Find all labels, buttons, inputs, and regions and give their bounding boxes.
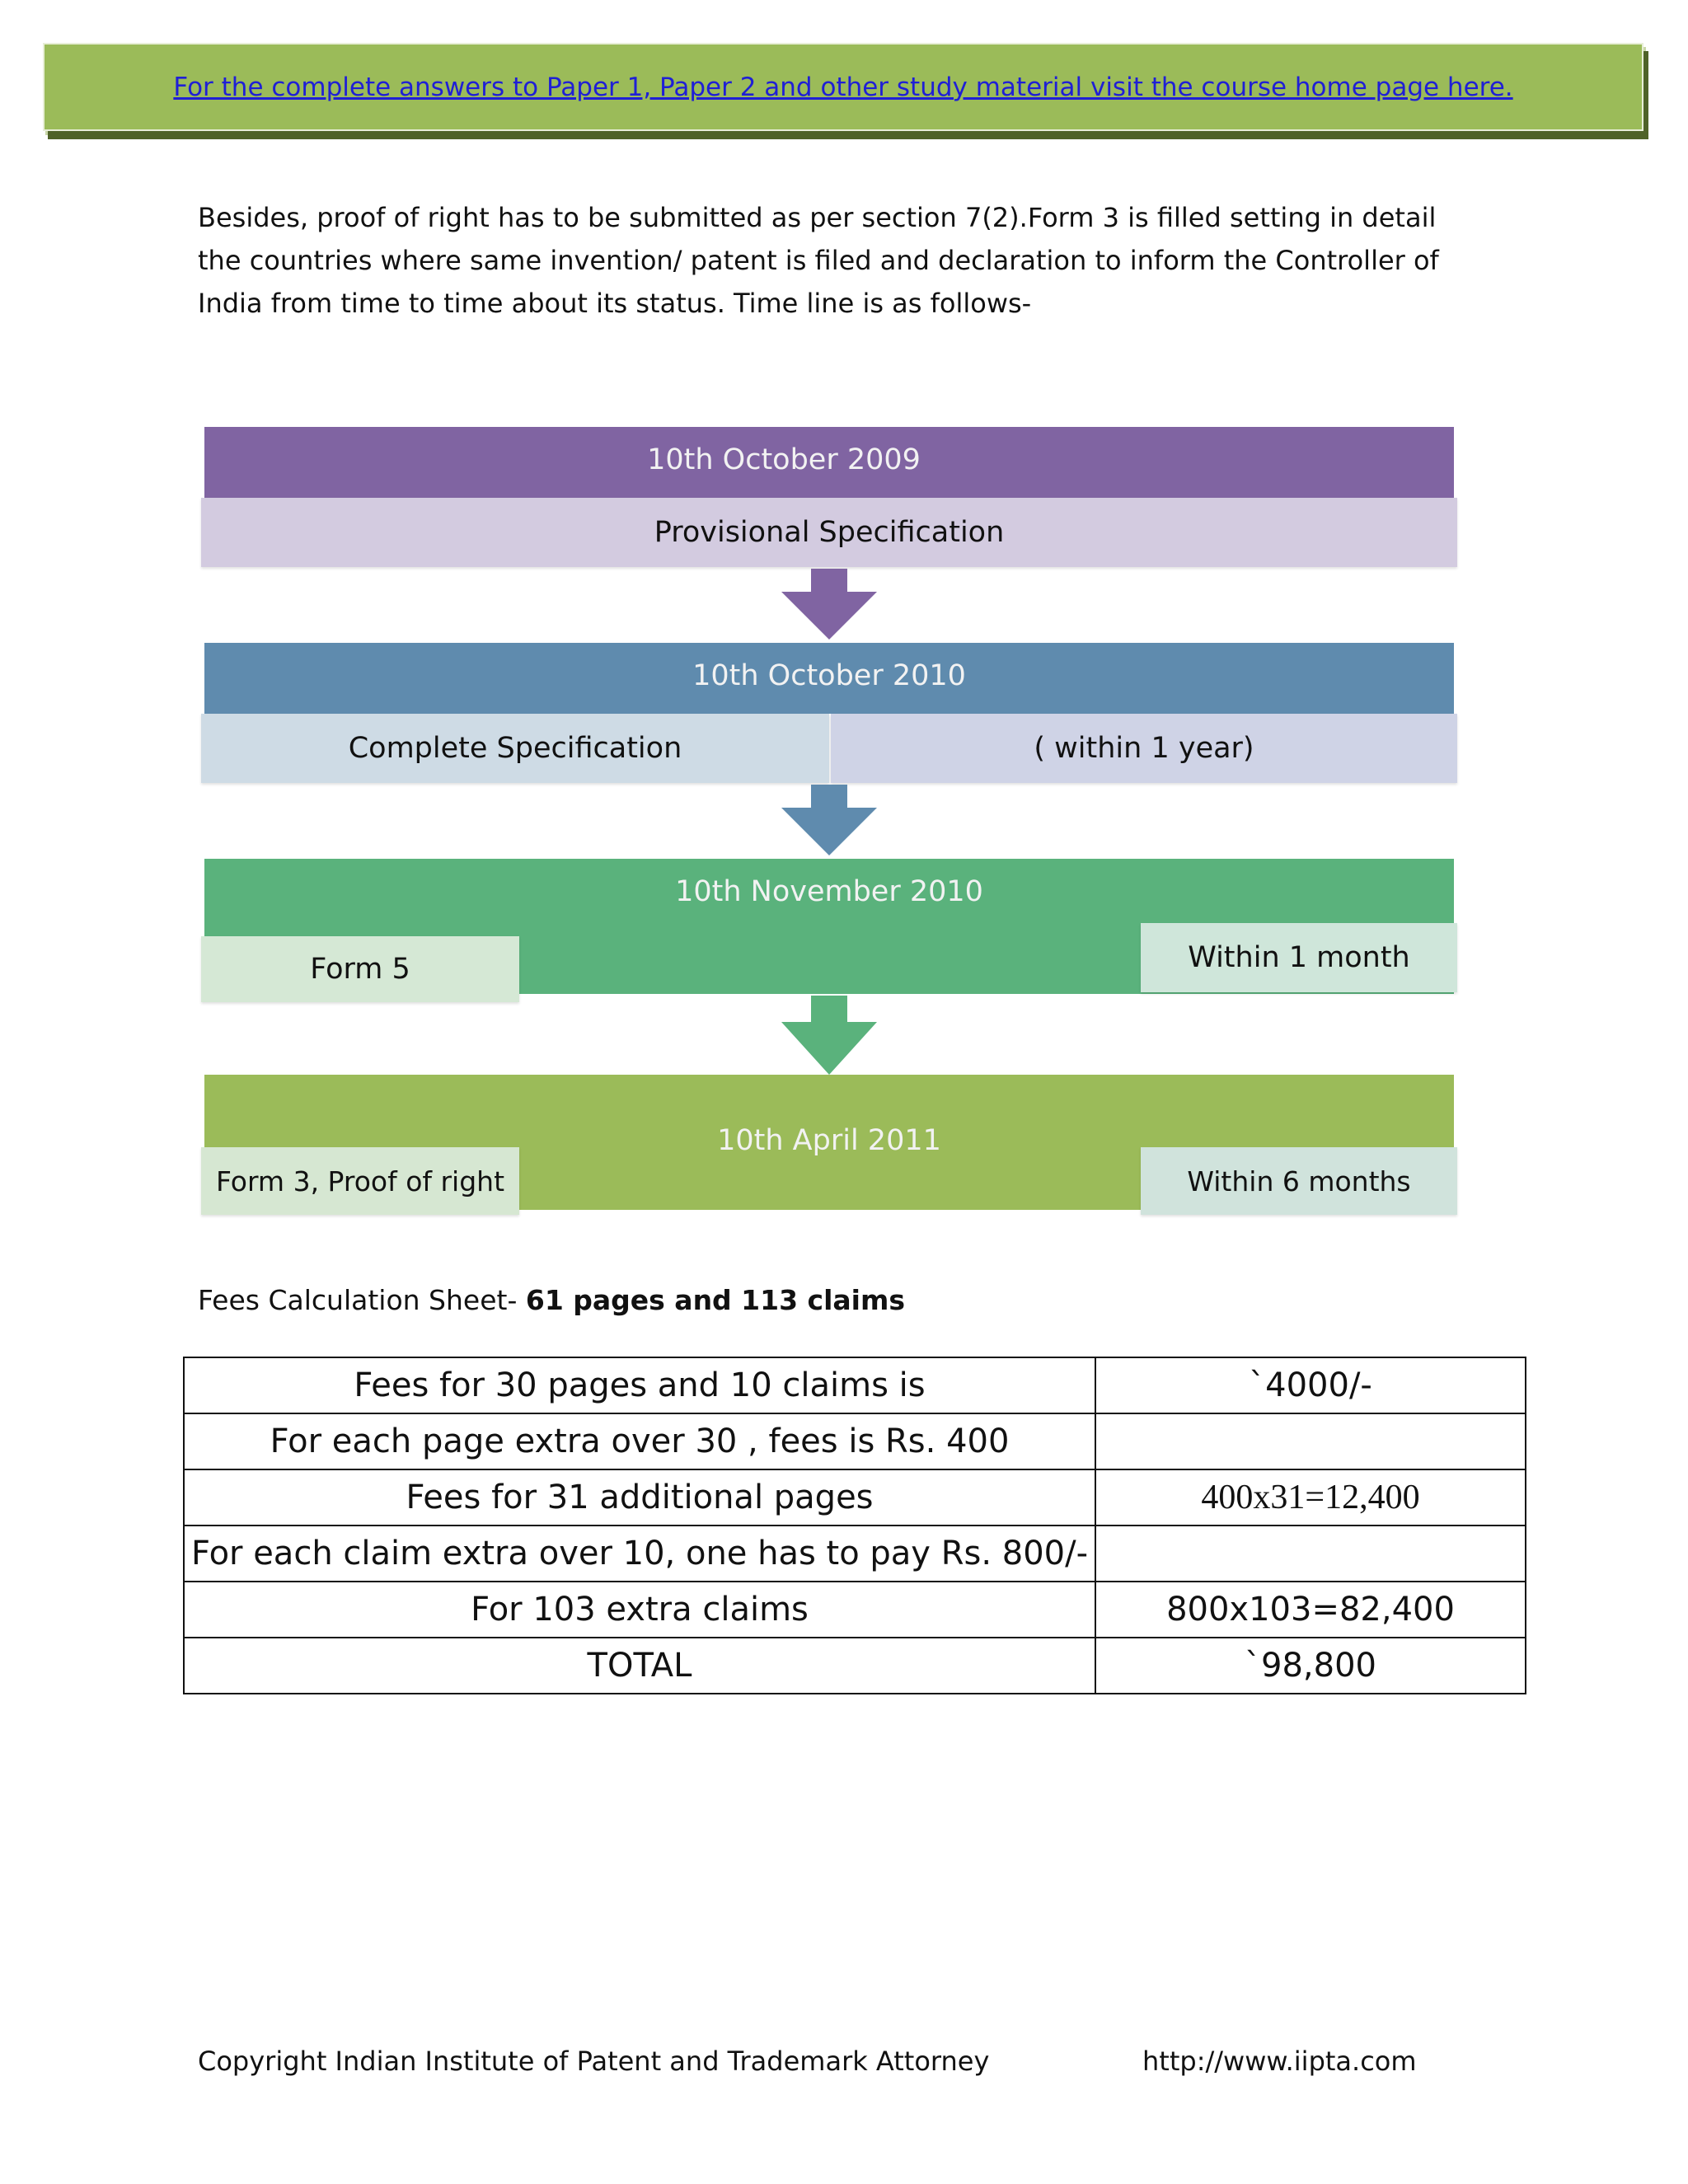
timeline-left-2: Complete Specification (348, 732, 682, 765)
fee-amount: 400x31=12,400 (1095, 1469, 1526, 1526)
intro-paragraph: Besides, proof of right has to be submitted as per section 7(2).Form 3 is filled setting in detail the countries where same invention/ patent is filed and declaration to inform the Controller of India from time to time about its status. Time line is as follows- (198, 202, 1439, 319)
table-row (184, 1582, 1526, 1638)
footer-url[interactable]: http://www.iipta.com (1142, 2046, 1417, 2077)
fees-title-prefix: Fees Calculation Sheet- (198, 1284, 526, 1316)
fee-item: Fees for 30 pages and 10 claims is (184, 1357, 1095, 1413)
fee-amount: `98,800 (1095, 1638, 1526, 1694)
timeline-right-2: ( within 1 year) (1034, 732, 1254, 765)
fee-item: For 103 extra claims (184, 1582, 1095, 1638)
fee-item: For each claim extra over 10, one has to pay Rs. 800/- (184, 1526, 1095, 1582)
fee-amount (1095, 1526, 1526, 1582)
fee-amount (1095, 1413, 1526, 1469)
table-row (184, 1413, 1526, 1469)
course-banner (43, 43, 1643, 131)
timeline-sub-1 (201, 498, 1457, 567)
fees-table (183, 1357, 1526, 1694)
fees-title (198, 1284, 905, 1316)
timeline-sub-3-right (1141, 923, 1457, 992)
fee-amount: `4000/- (1095, 1357, 1526, 1413)
timeline-right-3: Within 1 month (1188, 941, 1410, 974)
fee-item: For each page extra over 30 , fees is Rs. 400 (184, 1413, 1095, 1469)
timeline-left-1: Provisional Specification (654, 516, 1005, 549)
table-row (184, 1526, 1526, 1582)
table-row (184, 1357, 1526, 1413)
down-arrow-1 (781, 569, 877, 640)
timeline-sub-2-right (831, 714, 1457, 783)
timeline-sub-3-left (201, 936, 519, 1002)
timeline-date-2: 10th October 2010 (692, 659, 966, 692)
down-arrow-3 (781, 996, 877, 1075)
course-home-link[interactable]: For the complete answers to Paper 1, Paper 2 and other study material visit the course home page here. (173, 72, 1513, 102)
footer-copyright: Copyright Indian Institute of Patent and Trademark Attorney (198, 2046, 990, 2077)
fees-title-bold: 61 pages and 113 claims (525, 1284, 906, 1316)
timeline-band-1 (204, 427, 1454, 498)
timeline-sub-2-left (201, 714, 829, 783)
timeline-sub-4-right (1141, 1147, 1457, 1215)
timeline-sub-4-left (201, 1147, 519, 1215)
fee-item: TOTAL (184, 1638, 1095, 1694)
timeline-right-4: Within 6 months (1187, 1165, 1411, 1197)
timeline-date-4: 10th April 2011 (717, 1124, 941, 1157)
table-row (184, 1638, 1526, 1694)
timeline-date-1: 10th October 2009 (647, 443, 921, 476)
down-arrow-2 (781, 785, 877, 855)
timeline-band-2 (204, 643, 1454, 714)
timeline-left-4: Form 3, Proof of right (215, 1165, 505, 1197)
timeline-left-3: Form 5 (310, 953, 410, 986)
table-row (184, 1469, 1526, 1526)
timeline-date-3: 10th November 2010 (675, 875, 983, 908)
fee-amount: 800x103=82,400 (1095, 1582, 1526, 1638)
fee-item: Fees for 31 additional pages (184, 1469, 1095, 1526)
